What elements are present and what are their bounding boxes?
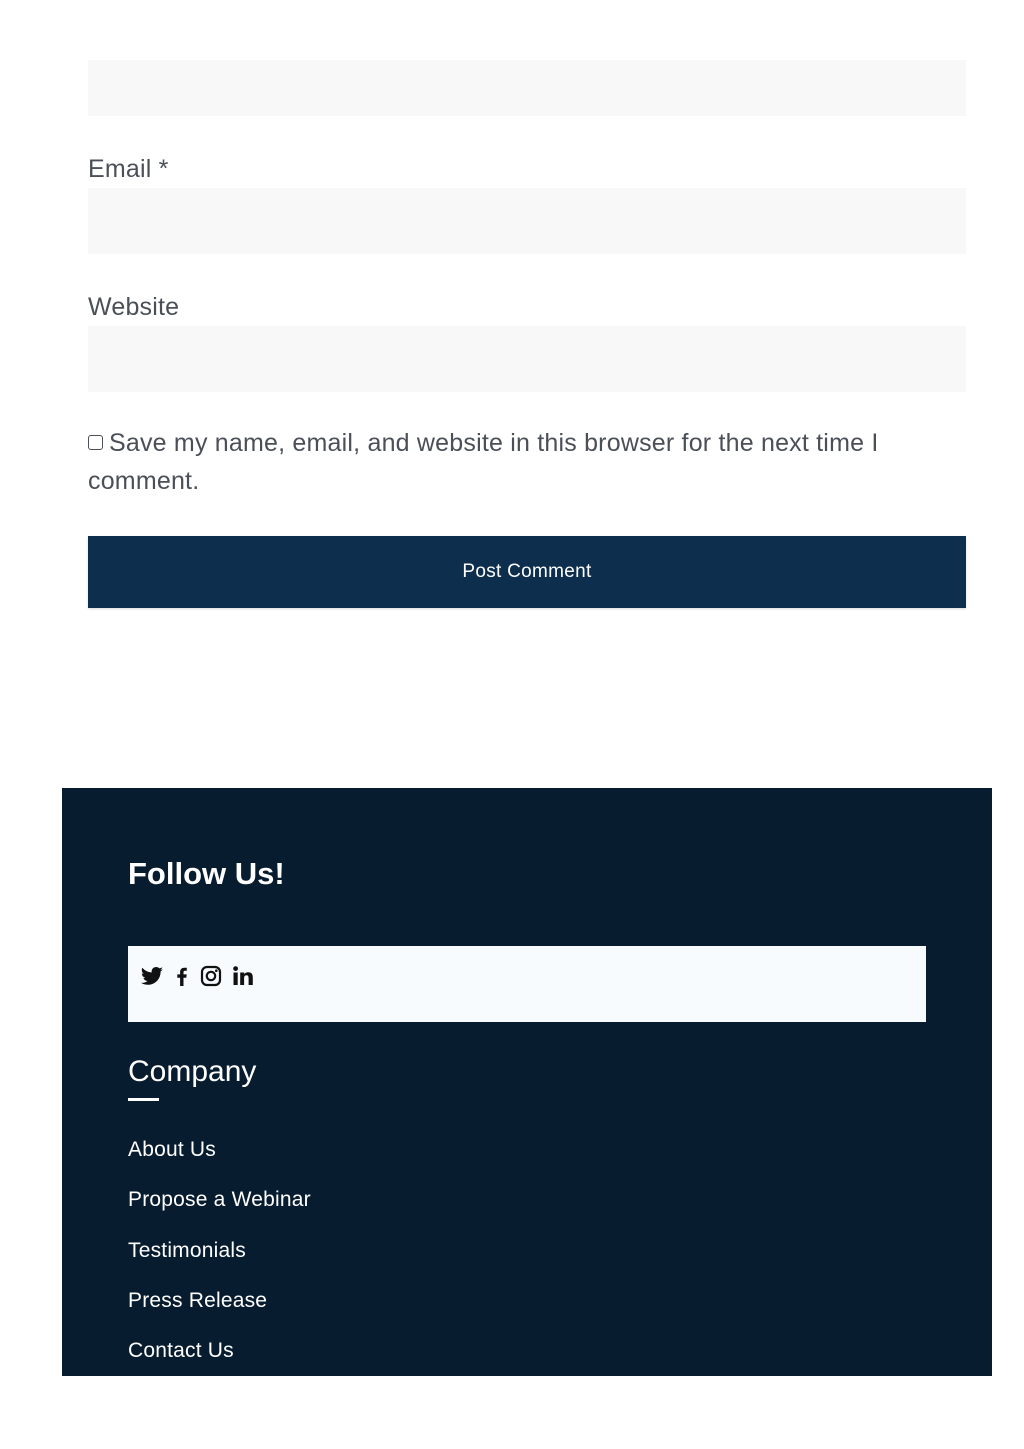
email-label: Email * [88, 155, 169, 183]
website-field[interactable] [88, 326, 966, 392]
name-field[interactable] [88, 60, 966, 116]
footer-link-about-us[interactable]: About Us [128, 1138, 216, 1161]
facebook-icon[interactable] [170, 964, 194, 988]
linkedin-icon[interactable] [231, 964, 255, 988]
footer-link-testimonials[interactable]: Testimonials [128, 1239, 246, 1262]
footer-link-propose-webinar[interactable]: Propose a Webinar [128, 1188, 311, 1211]
consent-row [88, 424, 966, 500]
social-icons-bar [128, 946, 926, 1022]
instagram-icon[interactable] [199, 964, 223, 988]
company-heading: Company [128, 1055, 257, 1088]
consent-checkbox[interactable] [88, 435, 103, 450]
footer-link-press-release[interactable]: Press Release [128, 1289, 268, 1312]
twitter-icon[interactable] [140, 964, 164, 988]
post-comment-button[interactable]: Post Comment [88, 536, 966, 608]
footer-link-contact-us[interactable]: Contact Us [128, 1339, 234, 1362]
footer [62, 788, 992, 1376]
follow-us-heading: Follow Us! [128, 856, 285, 891]
email-field[interactable] [88, 188, 966, 254]
website-label: Website [88, 293, 180, 321]
company-heading-underline [128, 1098, 159, 1101]
consent-label: Save my name, email, and website in this browser for the next time I comment. [88, 429, 879, 495]
